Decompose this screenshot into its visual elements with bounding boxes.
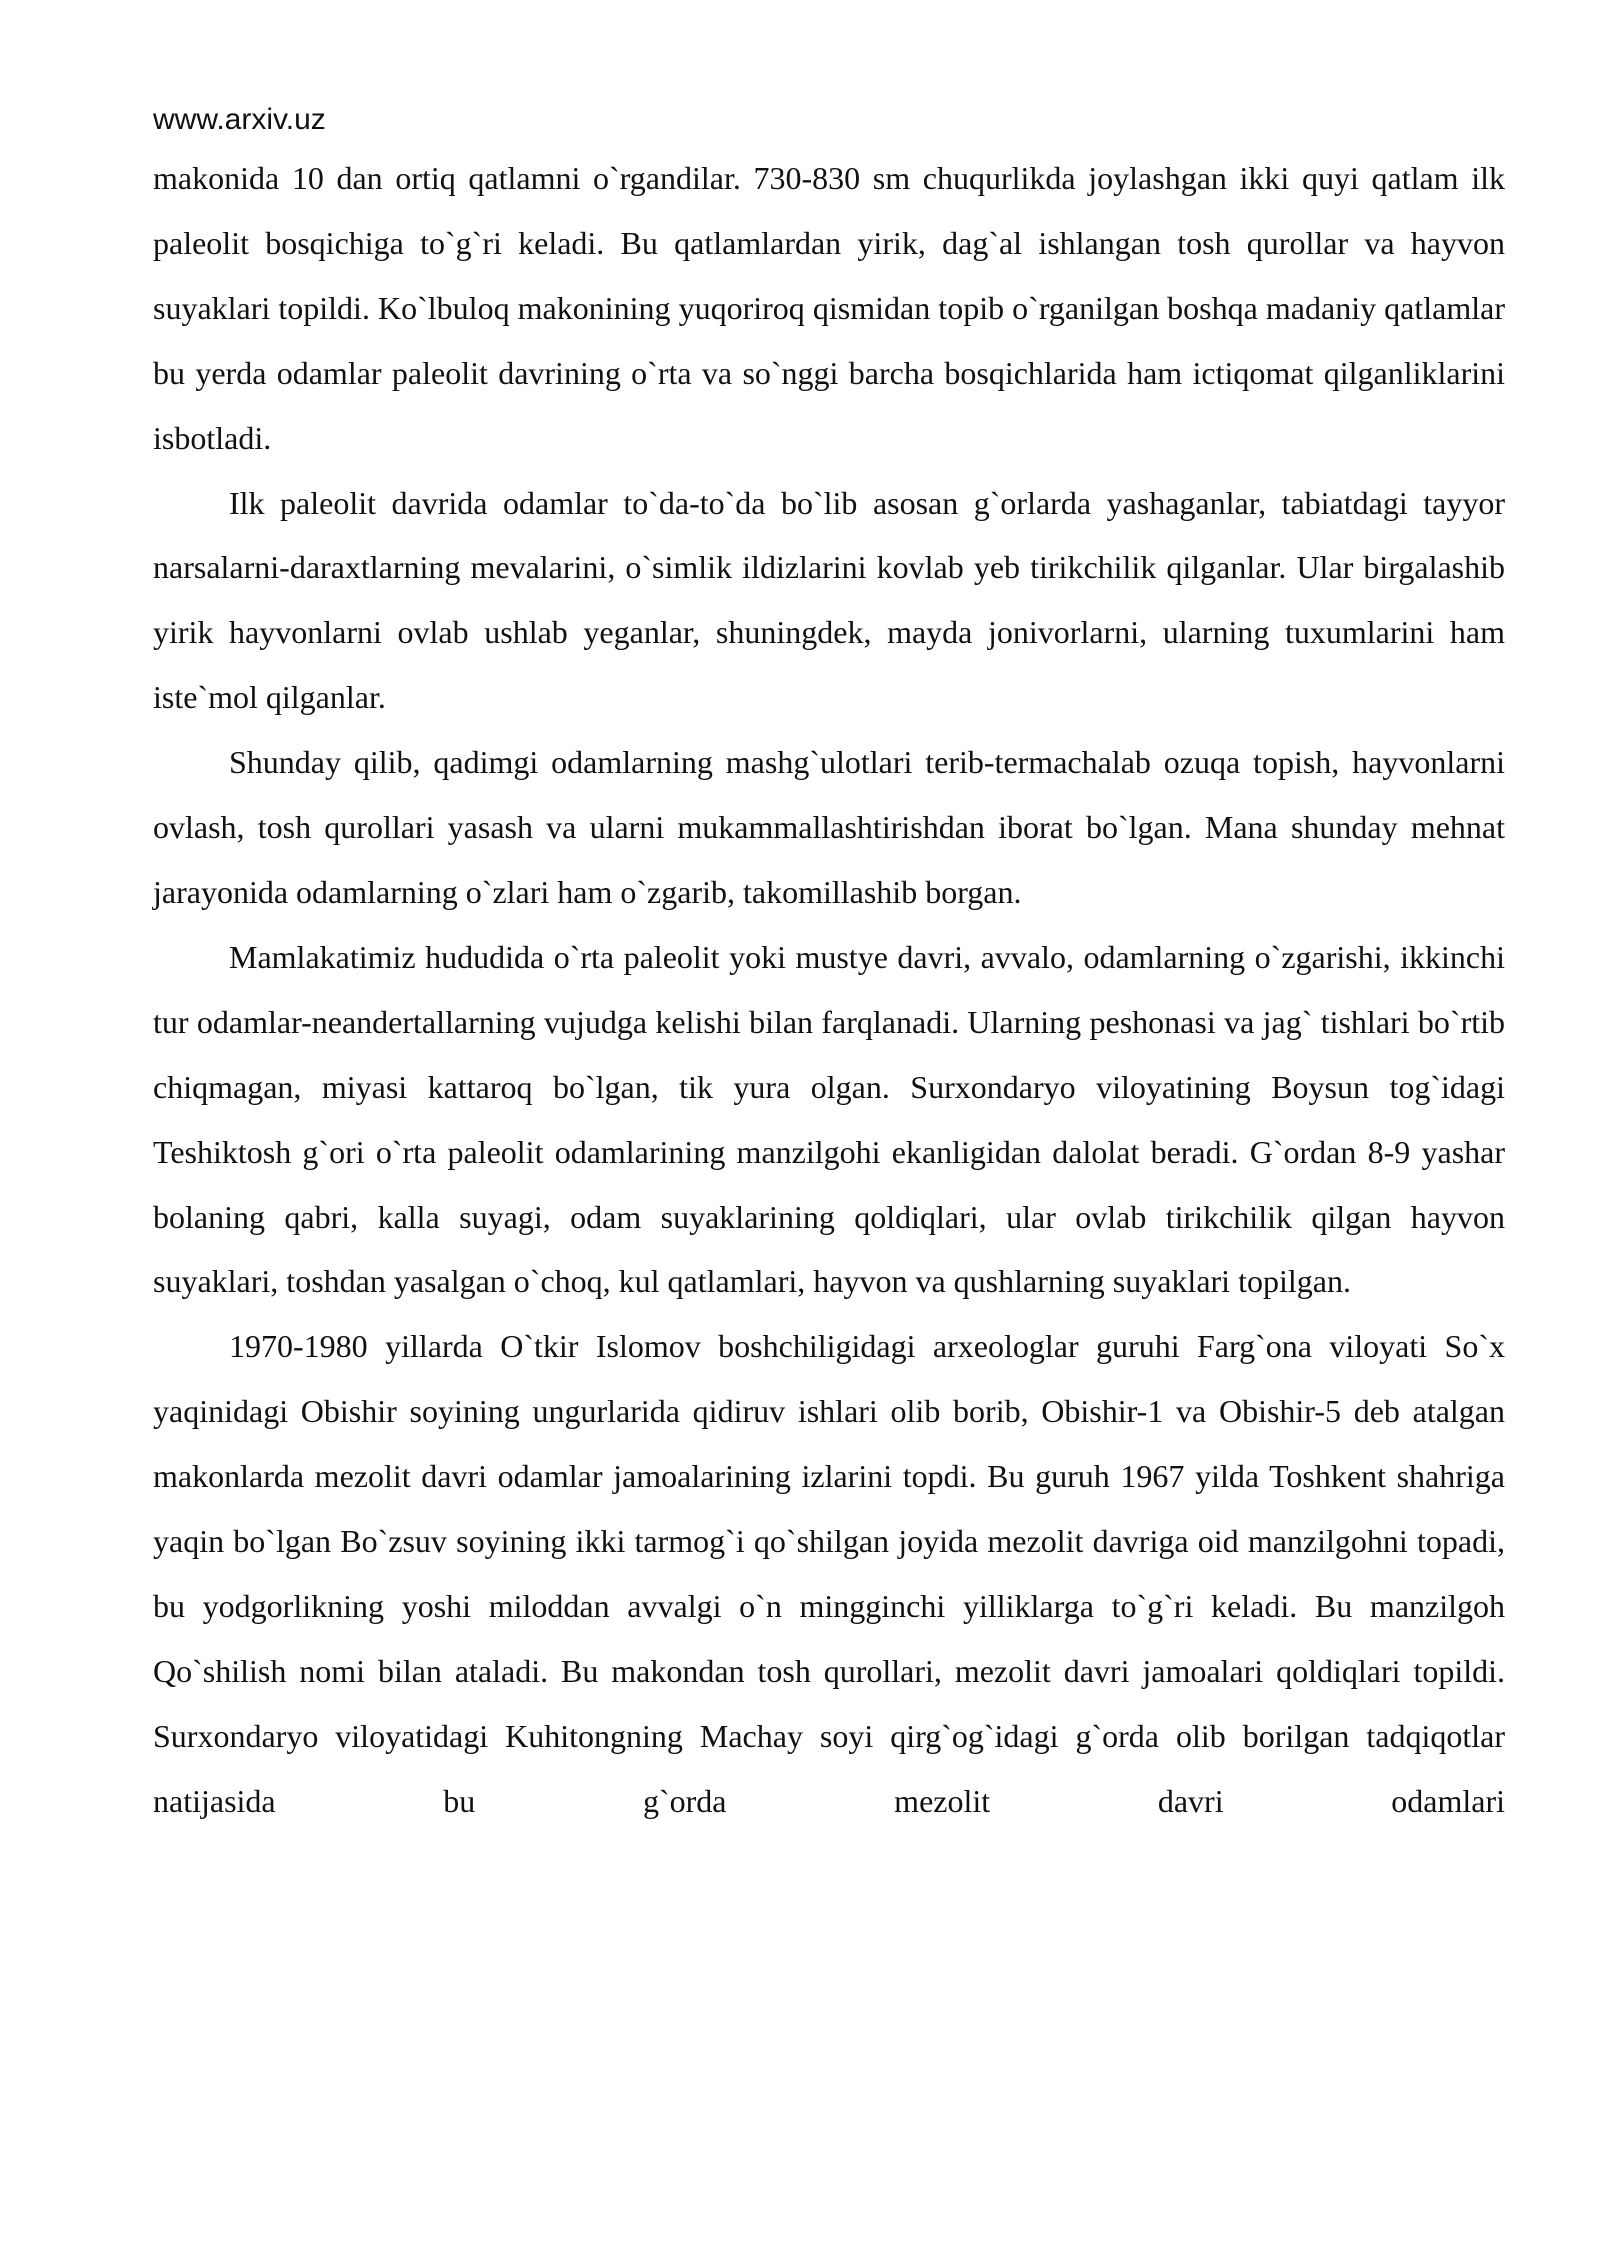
- site-watermark: www.arxiv.uz: [153, 103, 326, 136]
- document-body: [153, 146, 1505, 1834]
- paragraph-occupations: Shunday qilib, qadimgi odamlarning mashg`ulotlari terib-termachalab ozuqa topish, hayvonlarni ovlash, tosh qurollari yasash va ularni mukammallashtirishdan iborat bo`lgan. Mana shunday mehnat jarayonida odamlarning o`zlari ham o`zgarib, takomillashib borgan.: [153, 744, 1505, 910]
- paragraph-mesolithic: 1970-1980 yillarda O`tkir Islomov boshchiligidagi arxeologlar guruhi Farg`ona viloyati So`x yaqinidagi Obishir soyining ungurlarida qidiruv ishlari olib borib, Obishir-1 va Obishir-5 deb atalgan makonlarda mezolit davri odamlar jamoalarining izlarini topdi. Bu guruh 1967 yilda Toshkent shahriga yaqin bo`lgan Bo`zsuv soyining ikki tarmog`i qo`shilgan joyida mezolit davriga oid manzilgohni topadi, bu yodgorlikning yoshi miloddan avvalgi o`n mingginchi yilliklarga to`g`ri keladi. Bu manzilgoh Qo`shilish nomi bilan ataladi. Bu makondan tosh qurollari, mezolit davri jamoalari qoldiqlari topildi. Surxondaryo viloyatidagi Kuhitongning Machay soyi qirg`og`idagi g`orda olib borilgan tadqiqotlar natijasida bu g`orda mezolit davri odamlari: [153, 1328, 1505, 1819]
- paragraph-early-paleolithic: Ilk paleolit davrida odamlar to`da-to`da bo`lib asosan g`orlarda yashaganlar, tabiatdagi tayyor narsalarni-daraxtlarning mevalarini, o`simlik ildizlarini kovlab yeb tirikchilik qilganlar. Ular birgalashib yirik hayvonlarni ovlab ushlab yeganlar, shuningdek, mayda jonivorlarni, ularning tuxumlarini ham iste`mol qilganlar.: [153, 484, 1505, 716]
- paragraph-continuation: makonida 10 dan ortiq qatlamni o`rgandilar. 730-830 sm chuqurlikda joylashgan ikki quyi qatlam ilk paleolit bosqichiga to`g`ri keladi. Bu qatlamlardan yirik, dag`al ishlangan tosh qurollar va hayvon suyaklari topildi. Ko`lbuloq makonining yuqoriroq qismidan topib o`rganilgan boshqa madaniy qatlamlar bu yerda odamlar paleolit davrining o`rta va so`nggi barcha bosqichlarida ham ictiqomat qilganliklarini isbotladi.: [153, 160, 1505, 456]
- paragraph-middle-paleolithic: Mamlakatimiz hududida o`rta paleolit yoki mustye davri, avvalo, odamlarning o`zgarishi, ikkinchi tur odamlar-neandertallarning vujudga kelishi bilan farqlanadi. Ularning peshonasi va jag` tishlari bo`rtib chiqmagan, miyasi kattaroq bo`lgan, tik yura olgan. Surxondaryo viloyatining Boysun tog`idagi Teshiktosh g`ori o`rta paleolit odamlarining manzilgohi ekanligidan dalolat beradi. G`ordan 8-9 yashar bolaning qabri, kalla suyagi, odam suyaklarining qoldiqlari, ular ovlab tirikchilik qilgan hayvon suyaklari, toshdan yasalgan o`choq, kul qatlamlari, hayvon va qushlarning suyaklari topilgan.: [153, 938, 1505, 1300]
